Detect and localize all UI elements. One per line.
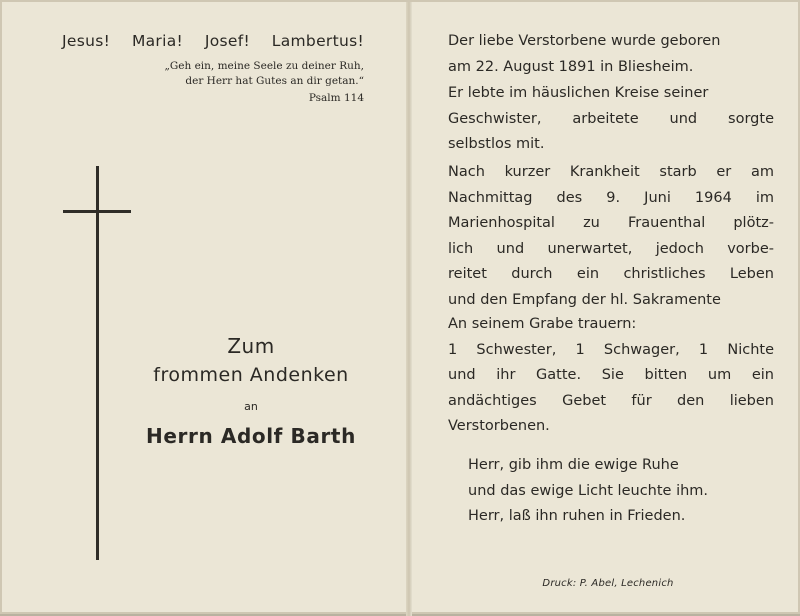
text-line: Nachmittag des 9. Juni 1964 im <box>448 189 774 206</box>
text-line: 1 Schwester, 1 Schwager, 1 Nichte <box>448 341 774 358</box>
text-line: Verstorbenen. <box>448 418 550 434</box>
memorial-line-zum: Zum <box>227 334 275 358</box>
birth-paragraph <box>448 29 774 80</box>
text-line: und den Empfang der hl. Sakramente <box>448 291 721 308</box>
text-line: Nach kurzer Krankheit starb er am <box>448 164 774 180</box>
memorial-line-an: an <box>244 400 258 413</box>
death-paragraph <box>448 160 774 313</box>
life-paragraph <box>448 81 774 158</box>
text-line: selbstlos mit. <box>448 136 545 152</box>
text-line: Er lebte im häuslichen Kreise seiner <box>448 85 709 101</box>
cross-icon <box>96 166 99 560</box>
text-line: An seinem Grabe trauern: <box>448 316 637 332</box>
text-line: lich und unerwartet, jedoch vorbe- <box>448 240 774 257</box>
invocation-jesus: Jesus! <box>62 32 111 50</box>
text-line: Der liebe Verstorbene wurde geboren <box>448 33 721 49</box>
printer-credit: Druck: P. Abel, Lechenich <box>542 578 674 589</box>
prayer-line: und das ewige Licht leuchte ihm. <box>468 482 709 499</box>
text-line: am 22. August 1891 in Bliesheim. <box>448 58 694 75</box>
invocation <box>62 32 364 50</box>
prayer-line: Herr, gib ihm die ewige Ruhe <box>468 457 679 473</box>
text-line: Geschwister, arbeitete und sorgte <box>448 110 774 127</box>
invocation-maria: Maria! <box>131 32 183 50</box>
memorial-line-andenken: frommen Andenken <box>153 364 349 386</box>
quote-line-2: der Herr hat Gutes an dir getan.“ <box>185 75 364 87</box>
prayer-line: Herr, laß ihn ruhen in Frieden. <box>468 508 686 524</box>
invocation-josef: Josef! <box>204 32 250 50</box>
text-line: reitet durch ein christliches Leben <box>448 266 774 282</box>
text-line: andächtiges Gebet für den lieben <box>448 392 774 409</box>
quote-source: Psalm 114 <box>308 92 364 104</box>
text-line: Marienhospital zu Frauenthal plötz- <box>448 215 774 231</box>
left-panel <box>2 2 406 616</box>
quote-line-1: „Geh ein, meine Seele zu deiner Ruh, <box>164 60 364 72</box>
mourners-paragraph <box>448 312 774 440</box>
prayer <box>468 453 738 530</box>
text-line: und ihr Gatte. Sie bitten um ein <box>448 367 774 383</box>
cross-bar <box>63 210 131 213</box>
deceased-name: Herrn Adolf Barth <box>146 424 356 448</box>
right-panel <box>412 2 800 616</box>
invocation-lambertus: Lambertus! <box>271 32 364 50</box>
